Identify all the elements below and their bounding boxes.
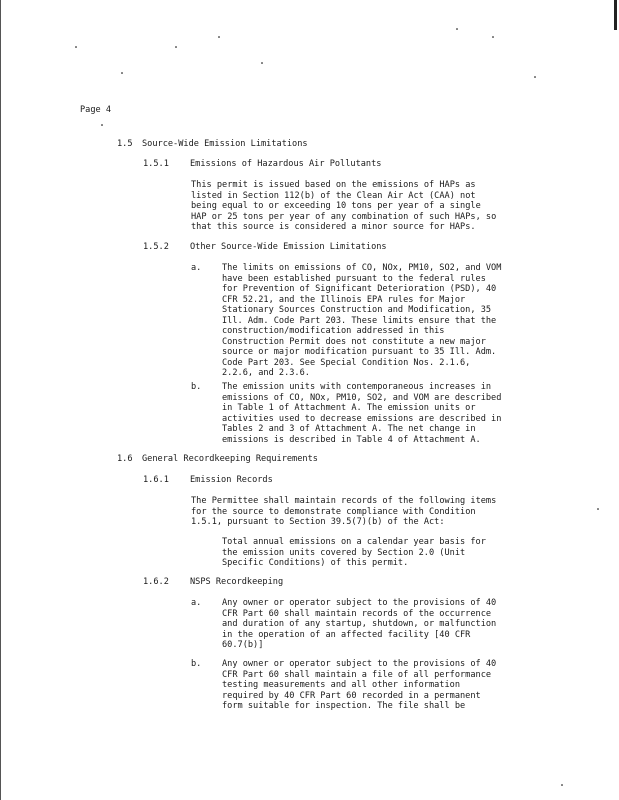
scan-speck xyxy=(175,46,177,48)
paragraph-1-5-1 xyxy=(191,180,496,233)
subsection-number-1-6-2: 1.6.2 xyxy=(143,577,169,587)
text-line: Ill. Adm. Code Part 203. These limits ensure that the xyxy=(222,315,497,326)
text-line: Any owner or operator subject to the provisions of 40 xyxy=(222,598,497,608)
text-line: The emission units with contemporaneous increases in xyxy=(222,382,492,392)
text-line: 60.7(b)] xyxy=(222,640,264,650)
scan-speck xyxy=(218,36,220,38)
section-title-1-6: General Recordkeeping Requirements xyxy=(142,454,318,464)
text-line: The Permittee shall maintain records of the following items xyxy=(191,496,497,506)
page-label: Page 4 xyxy=(80,105,112,115)
text-line: form suitable for inspection. The file shall be xyxy=(222,701,466,711)
text-line: Any owner or operator subject to the provisions of 40 xyxy=(222,659,497,669)
text-line: construction/modification addressed in this xyxy=(222,326,445,336)
text-line: in Table 1 of Attachment A. The emission units or xyxy=(222,403,476,413)
section-number-1-5: 1.5 xyxy=(117,139,133,149)
scan-speck xyxy=(597,508,599,510)
paragraph-1-6-2-b xyxy=(222,659,496,712)
item-label-b: b. xyxy=(191,382,202,392)
subsection-title-1-6-2: NSPS Recordkeeping xyxy=(190,577,284,587)
scan-speck xyxy=(561,784,563,786)
text-line: in the operation of an affected facility [40 CFR xyxy=(222,629,471,640)
text-line: required by 40 CFR Part 60 recorded in a permanent xyxy=(222,690,481,701)
text-line: Construction Permit does not constitute a new major xyxy=(222,336,486,347)
section-number-1-6: 1.6 xyxy=(117,454,133,464)
scan-speck xyxy=(456,28,458,30)
text-line: 1.5.1, pursuant to Section 39.5(7)(b) of the Act: xyxy=(191,517,445,527)
text-line: CFR 52.21, and the Illinois EPA rules for Major xyxy=(222,294,466,305)
item-label-a: a. xyxy=(191,263,202,273)
text-line: and duration of any startup, shutdown, or malfunction xyxy=(222,619,497,629)
item-label-a: a. xyxy=(191,598,202,608)
text-line: that this source is considered a minor source for HAPs. xyxy=(191,222,476,232)
paragraph-1-5-2-a xyxy=(222,263,501,379)
subsection-number-1-6-1: 1.6.1 xyxy=(143,475,169,485)
text-line: listed in Section 112(b) of the Clean Air Act (CAA) not xyxy=(191,190,476,201)
subsection-title-1-5-1: Emissions of Hazardous Air Pollutants xyxy=(190,159,382,169)
text-line: the emission units covered by Section 2.0 (Unit xyxy=(222,547,466,558)
scan-speck xyxy=(121,72,123,74)
scan-speck xyxy=(534,76,536,78)
text-line: Total annual emissions on a calendar year basis for xyxy=(222,537,486,547)
text-line: being equal to or exceeding 10 tons per year of a single xyxy=(191,201,481,211)
subsection-title-1-6-1: Emission Records xyxy=(190,475,273,485)
text-line: Stationary Sources Construction and Modification, 35 xyxy=(222,305,492,315)
text-line: Code Part 203. See Special Condition Nos. 2.1.6, xyxy=(222,357,471,368)
text-line: emissions of CO, NOx, PM10, SO2, and VOM are described xyxy=(222,392,502,403)
text-line: for Prevention of Significant Deterioration (PSD), 40 xyxy=(222,284,497,294)
scan-edge-mark xyxy=(614,0,617,30)
text-line: CFR Part 60 shall maintain records of the occurrence xyxy=(222,608,492,619)
text-line: emissions is described in Table 4 of Attachment A. xyxy=(222,434,481,445)
scan-speck xyxy=(492,36,494,38)
paragraph-1-5-2-b xyxy=(222,382,501,445)
text-line: This permit is issued based on the emissions of HAPs as xyxy=(191,180,476,190)
scan-speck xyxy=(261,62,263,64)
text-line: HAP or 25 tons per year of any combination of such HAPs, so xyxy=(191,211,497,222)
text-line: for the source to demonstrate compliance with Condition xyxy=(191,506,476,517)
text-line: The limits on emissions of CO, NOx, PM10, SO2, and VOM xyxy=(222,263,502,273)
text-line: Tables 2 and 3 of Attachment A. The net change in xyxy=(222,424,476,434)
paragraph-1-6-1-detail xyxy=(222,537,486,569)
paragraph-1-6-2-a xyxy=(222,598,496,651)
text-line: testing measurements and all other information xyxy=(222,680,460,690)
item-label-b: b. xyxy=(191,659,202,669)
paragraph-1-6-1 xyxy=(191,496,496,528)
subsection-number-1-5-2: 1.5.2 xyxy=(143,242,169,252)
section-title-1-5: Source-Wide Emission Limitations xyxy=(142,139,308,149)
text-line: activities used to decrease emissions are described in xyxy=(222,413,502,424)
subsection-number-1-5-1: 1.5.1 xyxy=(143,159,169,169)
scan-speck xyxy=(101,124,103,126)
text-line: Specific Conditions) of this permit. xyxy=(222,558,409,568)
subsection-title-1-5-2: Other Source-Wide Emission Limitations xyxy=(190,242,387,252)
text-line: 2.2.6, and 2.3.6. xyxy=(222,368,310,378)
text-line: source or major modification pursuant to 35 Ill. Adm. xyxy=(222,347,497,357)
text-line: CFR Part 60 shall maintain a file of all performance xyxy=(222,669,492,680)
text-line: have been established pursuant to the federal rules xyxy=(222,273,486,284)
scan-speck xyxy=(75,46,77,48)
